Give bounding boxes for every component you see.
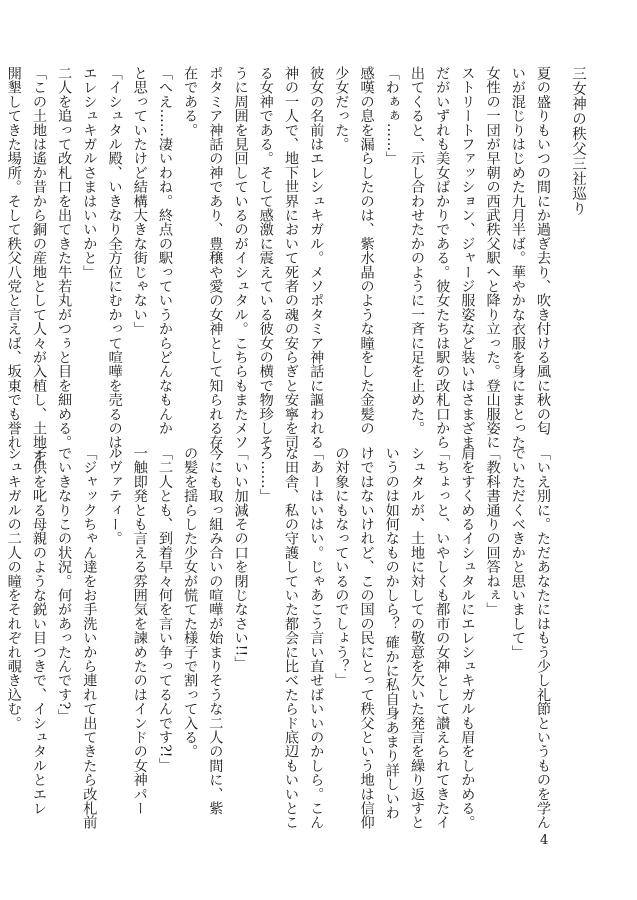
- text-line: 「あーはいはい。じゃあこう言い直せばいいのかしら。こん: [308, 446, 325, 830]
- text-line: ストリートファッション、ジャージ服姿など装いはさまざま: [459, 66, 476, 450]
- text-line: 「この土地は遙か昔から銅の産地として人々が入植し、土地を: [30, 66, 47, 464]
- text-line: いうのは如何なものかしら？ 確かに私自身あまり詳しいわ: [383, 446, 400, 820]
- text-line: 少女だった。: [333, 66, 350, 152]
- text-line: シュキガルの二人の瞳をそれぞれ覗き込む。: [5, 446, 22, 730]
- text-line: 二人を追って改札口を出てきた牛若丸がつぅと目を細める。: [56, 66, 73, 450]
- text-line: 肩をすくめるイシュタルにエレシュキガルも眉をしかめる。: [459, 446, 476, 830]
- text-line: 「へえ……凄いわね。終点の駅っていうからどんなもんか: [156, 66, 173, 436]
- text-line: 女性の一団が早朝の西武秩父駅へと降り立った。登山服姿に: [484, 66, 501, 450]
- text-line: 在である。: [182, 66, 199, 137]
- text-line: ろ……」: [257, 446, 274, 503]
- text-line: 開墾してきた場所。そして秩父八党と言えば、坂東でも誉れ: [5, 66, 22, 450]
- text-line: 出てくると、示し合わせたかのように一斉に足を止めた。: [408, 66, 425, 436]
- text-line: ルヴァティー。: [106, 446, 123, 546]
- text-line: 夏の盛りもいつの間にか過ぎ去り、吹き付ける風に秋の匂: [535, 66, 551, 436]
- text-line: 「いえ別に。ただあなたにはもう少し礼節というものを学ん: [535, 446, 551, 830]
- text-line: うに周囲を見回しているのがイシュタル。こちらもまたメソ: [232, 66, 249, 450]
- text-line: る女神である。そして感激に震えている彼女の横で物珍しそ: [257, 66, 274, 450]
- text-line: な田舎、私の守護していた都会に比べたらド底辺もいいとこ: [282, 446, 299, 830]
- text-line: 「ちょっと、いやしくも都市の女神として讃えられてきたイ: [434, 446, 451, 830]
- text-line: 「ジャックちゃん達をお手洗いから連れて出てきたら改札前: [81, 446, 98, 830]
- text-line: 感嘆の息を漏らしたのは、紫水晶のような瞳をした金髪の: [358, 66, 375, 436]
- text-line: の対象にもなっているのでしょう？」: [333, 446, 350, 688]
- text-line: でいただくべきかと思いまして」: [509, 446, 526, 659]
- text-line: [0, 446, 1, 798]
- text-line: けではないけれど、この国の民にとって秩父という地は信仰: [358, 446, 375, 830]
- text-line: 子供を叱る母親のような鋭い目つきで、イシュタルとエレ: [30, 446, 47, 816]
- text-line: 今にも取っ組み合いの喧嘩が始まりそうな二人の間に、紫: [207, 446, 224, 816]
- text-line: 「イシュタル殿、いきなり全方位にむかって喧嘩を売るのは、: [106, 66, 123, 464]
- text-line: シュタルが、土地に対しての敬意を欠いた発言を繰り返すと: [408, 446, 425, 830]
- text-line: と思っていたけど結構大きな街じゃない」: [131, 66, 148, 336]
- text-line: 神の一人で、地下世界において死者の魂の安らぎと安寧を司: [282, 66, 299, 450]
- upper-text-block: [5, 66, 555, 464]
- text-line: でいきなりこの状況。何があったんです?」: [56, 446, 73, 724]
- page-number: 4: [540, 833, 549, 848]
- lower-text-block: [5, 446, 555, 830]
- chapter-title: 三女神の秩父三社巡り: [570, 66, 586, 216]
- text-line: 一触即発とも言える雰囲気を諫めたのはインドの女神パー: [131, 446, 148, 816]
- text-line: 「教科書通りの回答ねぇ」: [484, 446, 501, 617]
- text-line: だがいずれも美女ばかりである。彼女たちは駅の改札口から: [434, 66, 451, 450]
- text-line: ポタミア神話の神であり、豊穣や愛の女神として知られる存: [207, 66, 224, 450]
- text-line: の髪を揺らした少女が慌てた様子で割って入る。: [182, 446, 199, 759]
- text-line: 「わぁぁ……」: [383, 66, 400, 166]
- text-line: いが混じりはじめた九月半ば。華やかな衣服を身にまとった: [509, 66, 526, 450]
- text-line: エレシュキガルさまはいいかと」: [81, 66, 98, 279]
- text-line: 彼女の名前はエレシュキガル。メソポタミア神話に謳われる: [308, 66, 325, 450]
- text-line: 「いい加減その口を閉じなさい!!」: [232, 446, 249, 671]
- text-line: 「二人とも、到着早々何を言い争ってるんです?!」: [156, 446, 173, 772]
